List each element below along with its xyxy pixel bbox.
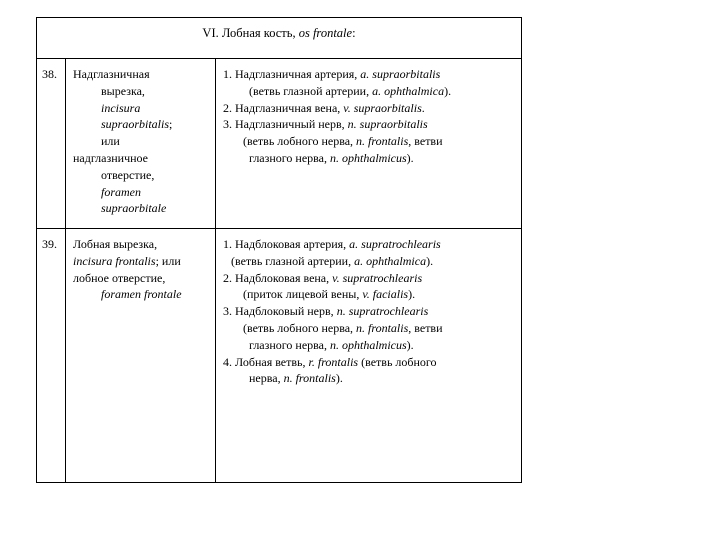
header-divider	[37, 58, 521, 59]
row-39-right-line: нерва, n. frontalis).	[249, 371, 343, 386]
row-38-left-line: отверстие,	[101, 167, 155, 182]
row-39-right-line: 3. Надблоковый нерв, n. supratrochlearis	[223, 304, 429, 319]
row-38-left-line: incisura	[101, 100, 141, 115]
row-38-right-line: 1. Надглазничная артерия, a. supraorbitalis	[223, 67, 441, 81]
row-38-number: 38.	[42, 67, 57, 81]
row-38-left-line: Надглазничная	[73, 67, 150, 81]
row-38-right-line: 2. Надглазничная вена, v. supraorbitalis.	[223, 100, 425, 115]
row-38-right-line: (ветвь глазной артерии, a. ophthalmica).	[249, 83, 452, 98]
row-39-right-line: глазного нерва, n. ophthalmicus).	[249, 337, 414, 352]
row-39-right-line: 2. Надблоковая вена, v. supratrochlearis	[223, 270, 423, 285]
row-39-number: 39.	[42, 237, 57, 251]
header-latin: os frontale	[298, 26, 353, 40]
row-38-left-line: supraorbitale	[101, 201, 167, 216]
row-39-right-line: 1. Надблоковая артерия, a. supratrochlearis	[223, 237, 441, 251]
row-39-left-line: лобное отверстие,	[73, 270, 166, 285]
row-39-right-line: (ветвь лобного нерва, n. frontalis, ветви	[243, 321, 443, 335]
row-39-right-line: (ветвь глазной артерии, a. ophthalmica).	[231, 253, 434, 268]
row-38-left-line: надглазничное	[73, 151, 148, 165]
row-38-left-line: вырезка,	[101, 83, 145, 98]
table-header: VI. Лобная кость, os frontale:	[202, 26, 356, 40]
row-38-left-line: foramen	[101, 184, 141, 199]
row-39-right-line: 4. Лобная ветвь, r. frontalis (ветвь лобного	[223, 354, 437, 369]
row-38-right-line: (ветвь лобного нерва, n. frontalis, ветви	[243, 134, 443, 149]
number-column-divider	[65, 58, 66, 482]
row-39-left-line: foramen frontale	[101, 287, 182, 302]
row-38-left-line: или	[101, 134, 120, 149]
row-38-right-line: глазного нерва, n. ophthalmicus).	[249, 151, 414, 165]
row-39-left-line: incisura frontalis; или	[73, 253, 181, 268]
row-39-left-line: Лобная вырезка,	[73, 237, 158, 251]
row-38-right-line: 3. Надглазничный нерв, n. supraorbitalis	[223, 117, 428, 132]
row-38-left-line: supraorbitalis;	[101, 117, 173, 132]
right-column-divider	[215, 58, 216, 482]
row-divider	[37, 228, 521, 229]
row-39-right-line: (приток лицевой вены, v. facialis).	[243, 287, 416, 302]
anatomy-table	[36, 17, 522, 483]
